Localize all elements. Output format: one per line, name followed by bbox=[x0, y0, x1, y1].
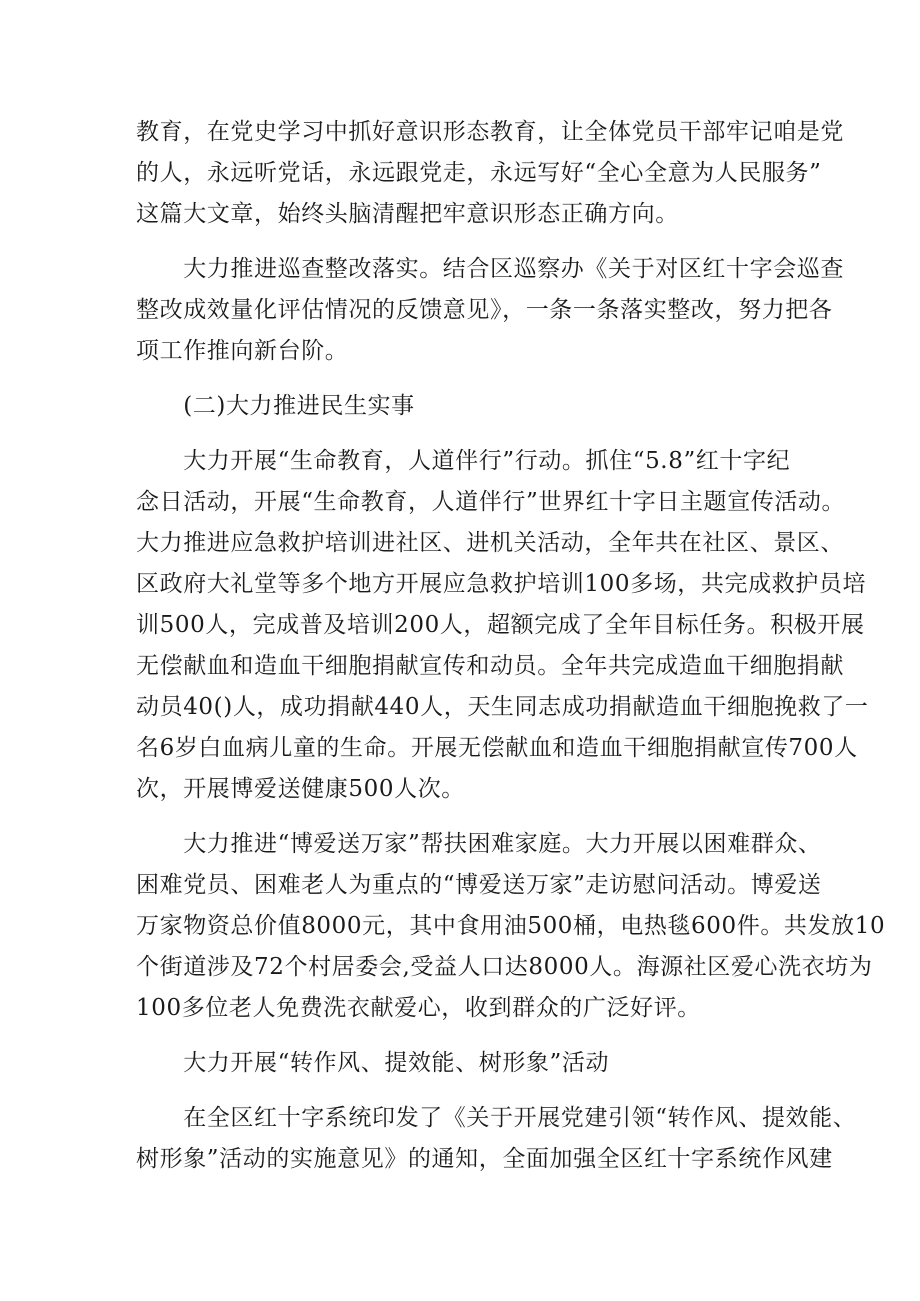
text-line: 项工作推向新台阶。 bbox=[136, 338, 349, 364]
text-line: 大力推进巡查整改落实。结合区巡察办《关于对区红十字会巡查 bbox=[136, 256, 844, 282]
text-line: 区政府大礼堂等多个地方开展应急救护培训100多场，共完成救护员培 bbox=[136, 571, 867, 597]
text-line: 这篇大文章，始终头脑清醒把牢意识形态正确方向。 bbox=[136, 201, 679, 227]
text-line: 的人，永远听党话，永远跟党走，永远写好“全心全意为人民服务” bbox=[136, 160, 822, 186]
text-line: 念日活动，开展“生命教育，人道伴行”世界红十字日主题宣传活动。 bbox=[136, 489, 846, 515]
text-line: 在全区红十字系统印发了《关于开展党建引领“转作风、提效能、 bbox=[136, 1105, 857, 1131]
text-line: 无偿献血和造血干细胞捐献宣传和动员。全年共完成造血干细胞捐献 bbox=[136, 653, 844, 679]
text-line: 个街道涉及72个村居委会,受益人口达8000人。海源社区爱心洗衣坊为 bbox=[136, 954, 873, 980]
text-line: 困难党员、困难老人为重点的“博爱送万家”走访慰问活动。博爱送 bbox=[136, 872, 822, 898]
paragraph bbox=[136, 249, 844, 372]
text-line: 训500人，完成普及培训200人，超额完成了全年目标任务。积极开展 bbox=[136, 612, 865, 638]
text-line: 大力开展“转作风、提效能、树形象”活动 bbox=[136, 1050, 610, 1076]
paragraph bbox=[136, 441, 869, 810]
paragraph bbox=[136, 1098, 857, 1180]
paragraph bbox=[136, 112, 844, 235]
text-line: 整改成效量化评估情况的反馈意见》，一条一条落实整改，努力把各 bbox=[136, 297, 833, 323]
paragraph bbox=[136, 386, 792, 427]
text-line: 教育，在党史学习中抓好意识形态教育，让全体党员干部牢记咱是党 bbox=[136, 119, 844, 145]
text-line: (二)大力推进民生实事 bbox=[136, 393, 415, 419]
text-line: 大力推进“博爱送万家”帮扶困难家庭。大力开展以困难群众、 bbox=[136, 831, 822, 857]
text-line: 万家物资总价值8000元，其中食用油500桶，电热毯600件。共发放10 bbox=[136, 913, 886, 939]
paragraph bbox=[136, 824, 886, 1029]
text-line: 100多位老人免费洗衣献爱心，收到群众的广泛好评。 bbox=[136, 995, 701, 1021]
text-line: 次，开展博爱送健康500人次。 bbox=[136, 776, 465, 802]
text-line: 动员40()人，成功捐献440人，天生同志成功捐献造血干细胞挽救了一 bbox=[136, 694, 869, 720]
text-line: 树形象”活动的实施意见》的通知，全面加强全区红十字系统作风建 bbox=[136, 1146, 833, 1172]
text-line: 大力开展“生命教育，人道伴行”行动。抓住“5.8”红十字纪 bbox=[136, 448, 791, 474]
paragraph bbox=[136, 1043, 792, 1084]
text-line: 大力推进应急救护培训进社区、进机关活动，全年共在社区、景区、 bbox=[136, 530, 844, 556]
text-line: 名6岁白血病儿童的生命。开展无偿献血和造血干细胞捐献宣传700人 bbox=[136, 735, 858, 761]
document-body bbox=[136, 112, 886, 1180]
